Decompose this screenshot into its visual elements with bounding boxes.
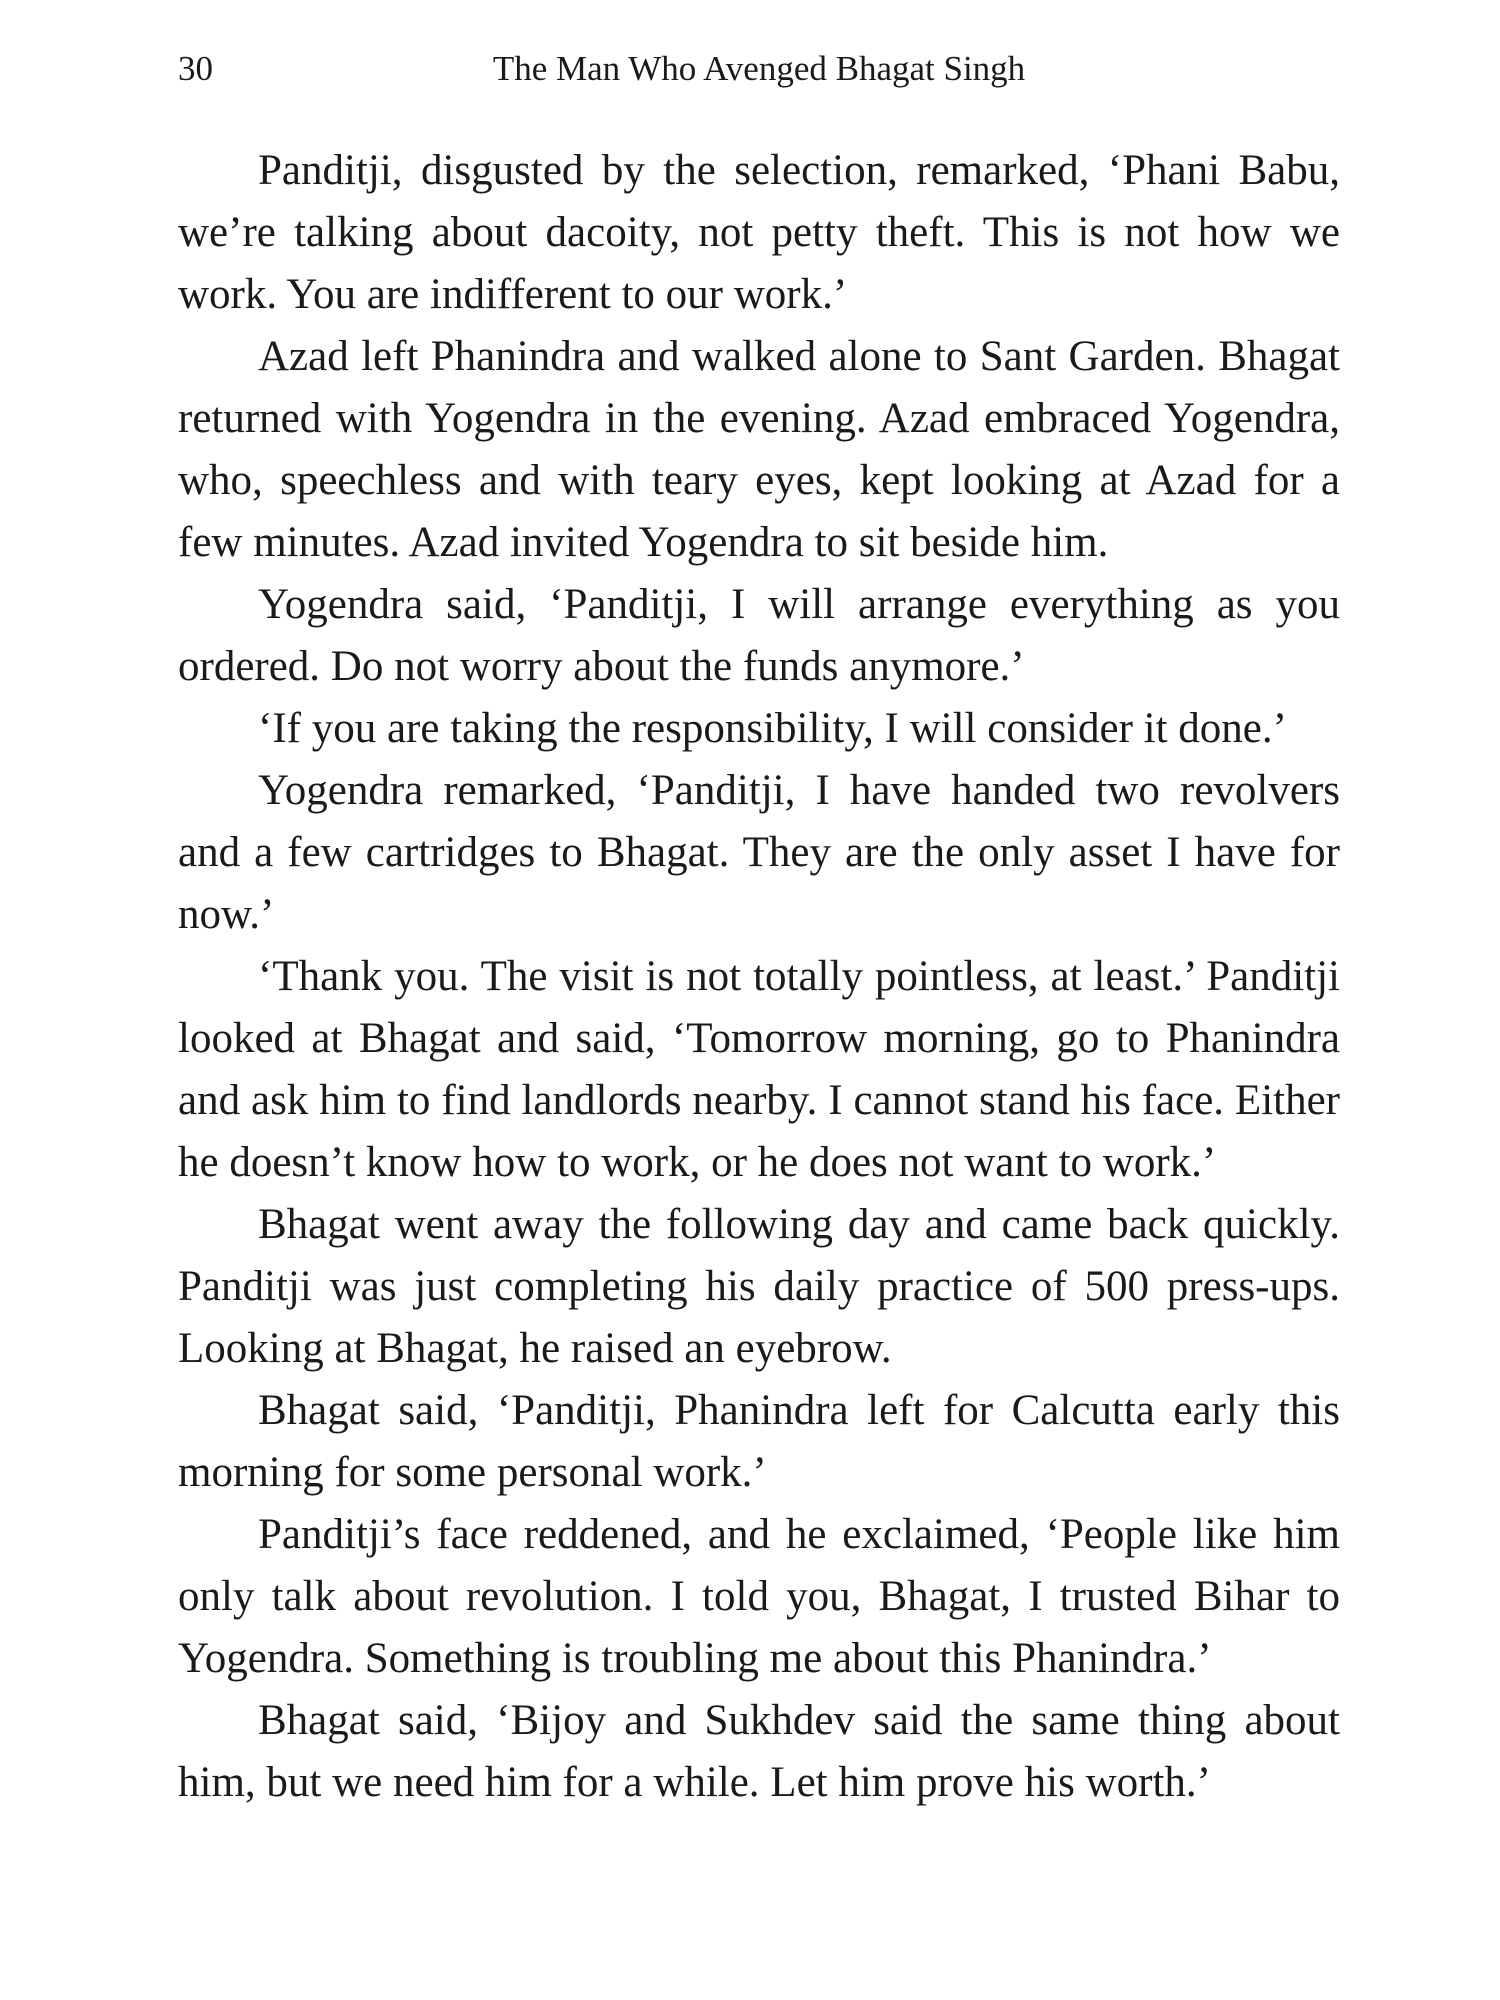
paragraph: Panditji, disgusted by the selection, remarked, ‘Phani Babu, we’re talking about dacoity, not petty theft. This is not how we work. You are indifferent to our work.’ — [178, 147, 1340, 318]
paragraph: Bhagat said, ‘Bijoy and Sukhdev said the same thing about him, but we need him for a while. Let him prove his worth.’ — [178, 1697, 1340, 1806]
paragraph: Yogendra said, ‘Panditji, I will arrange everything as you ordered. Do not worry about the funds anymore.’ — [178, 581, 1340, 690]
paragraph: Panditji’s face reddened, and he exclaimed, ‘People like him only talk about revolution. I told you, Bhagat, I trusted Bihar to Yogendra. Something is troubling me about this Phanindra.’ — [178, 1511, 1340, 1682]
paragraph: Azad left Phanindra and walked alone to Sant Garden. Bhagat returned with Yogendra in the evening. Azad embraced Yogendra, who, speechless and with teary eyes, kept looking at Azad for a few minutes. Azad invited Yogendra to sit beside him. — [178, 333, 1340, 566]
paragraph: Bhagat said, ‘Panditji, Phanindra left for Calcutta early this morning for some personal work.’ — [178, 1387, 1340, 1496]
paragraph: ‘Thank you. The visit is not totally pointless, at least.’ Panditji looked at Bhagat and said, ‘Tomorrow morning, go to Phanindra and ask him to find landlords nearby. I cannot stand his face. Either he doesn’t know how to work, or he does not want to work.’ — [178, 953, 1340, 1186]
book-title: The Man Who Avenged Bhagat Singh — [492, 49, 1026, 88]
page-number: 30 — [178, 49, 213, 88]
paragraph: ‘If you are taking the responsibility, I will consider it done.’ — [258, 705, 1287, 752]
paragraph: Bhagat went away the following day and came back quickly. Panditji was just completing his daily practice of 500 press-ups. Looking at Bhagat, he raised an eyebrow. — [178, 1201, 1340, 1372]
body-text — [178, 140, 1340, 1814]
running-head — [178, 44, 1340, 94]
paragraph: Yogendra remarked, ‘Panditji, I have handed two revolvers and a few cartridges to Bhagat. They are the only asset I have for now.’ — [178, 767, 1340, 938]
